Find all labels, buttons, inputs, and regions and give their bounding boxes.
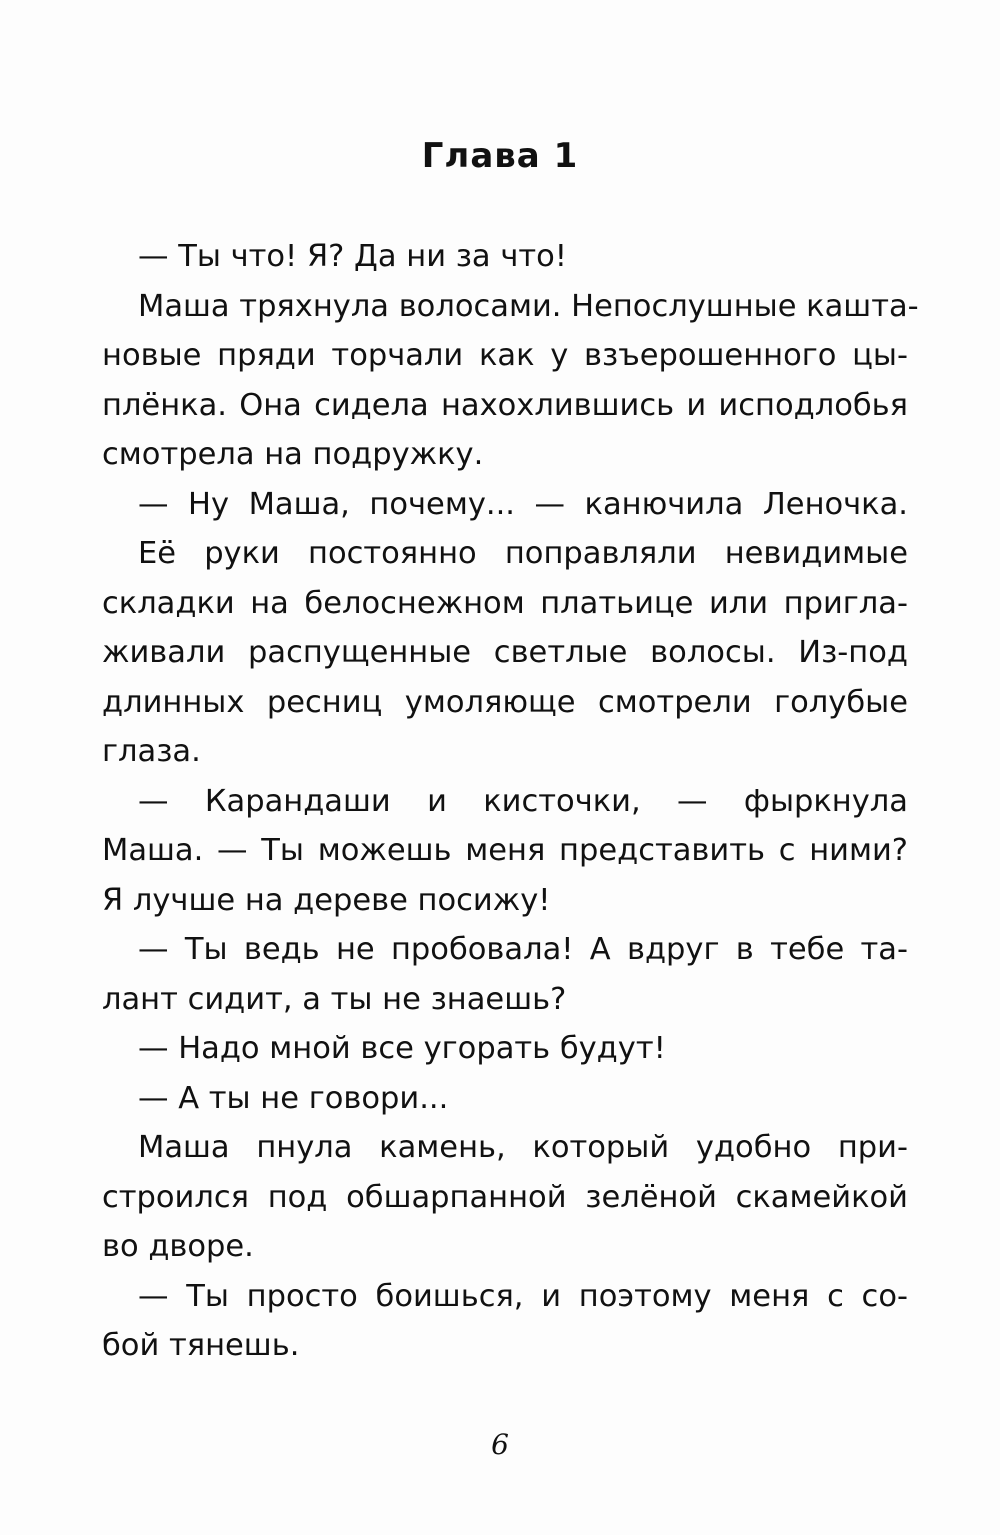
chapter-title: Глава 1 (421, 136, 579, 176)
text-line: длинных ресниц умоляюще смотрели голубые (102, 684, 908, 720)
text-line: Её руки постоянно поправляли невидимые (138, 536, 908, 571)
text-line: Маша. — Ты можешь меня представить с ними? (102, 833, 908, 868)
text-line: смотрела на подружку. (102, 437, 484, 472)
text-line: — А ты не говори... (138, 1080, 449, 1116)
text-line: — Ты ведь не пробовала! А вдруг в тебе та- (138, 932, 908, 967)
text-line: — Ты что! Я? Да ни за что! (138, 239, 567, 274)
text-line: — Ну Маша, почему... — канючила Леночка. (138, 486, 908, 522)
text-line: бой тянешь. (102, 1328, 300, 1363)
text-line: Маша тряхнула волосами. Непослушные кашта- (138, 288, 919, 324)
text-line: во дворе. (102, 1229, 254, 1264)
text-line: новые пряди торчали как у взъерошенного цы- (102, 338, 908, 373)
body-text (102, 232, 919, 1371)
text-line: складки на белоснежном платьице или пригла- (102, 585, 908, 621)
text-line: Я лучше на дереве посижу! (102, 882, 551, 918)
page-number: 6 (491, 1428, 509, 1461)
text-line: Маша пнула камень, который удобно при- (138, 1130, 908, 1165)
text-line: глаза. (102, 734, 201, 769)
text-line: строился под обшарпанной зелёной скамейкой (102, 1179, 908, 1215)
text-line: лант сидит, а ты не знаешь? (102, 981, 567, 1017)
text-line: — Надо мной все угорать будут! (138, 1031, 666, 1066)
text-line: плёнка. Она сидела нахохлившись и исподлобья (102, 387, 908, 423)
text-line: — Ты просто боишься, и поэтому меня с со- (138, 1278, 908, 1314)
text-line: живали распущенные светлые волосы. Из-под (102, 635, 908, 670)
text-line: — Карандаши и кисточки, — фыркнула (138, 783, 908, 819)
